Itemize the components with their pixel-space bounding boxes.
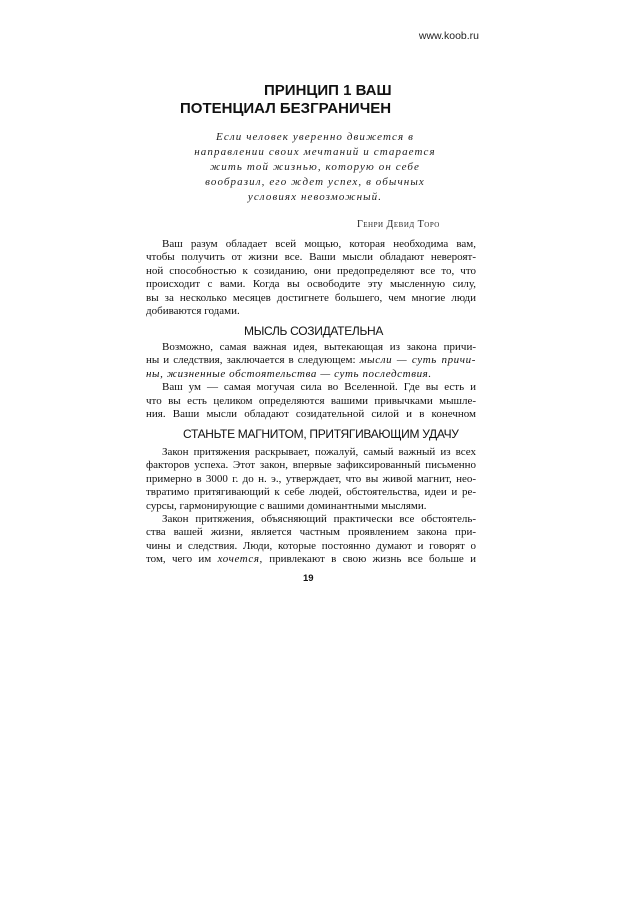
chapter-title-line-2: ПОТЕНЦИАЛ БЕЗГРАНИЧЕН (180, 100, 392, 117)
paragraph-line: твратимо притягивающий к себе людей, обстоятельства, идеи и ре- (146, 486, 476, 499)
paragraph-line: что вы есть целиком определяются вашими привычками мышле- (146, 394, 476, 407)
section-heading-text: СТАНЬТЕ МАГНИТОМ, ПРИТЯГИВАЮЩИМ УДАЧУ (183, 427, 459, 441)
epigraph-line: жить той жизнью, которую он себе (209, 161, 421, 173)
paragraph-line: Закон притяжения, объясняющий практически все обстоятель- (162, 513, 476, 526)
epigraph-line: Если человек уверенно движется в (216, 131, 414, 143)
epigraph-quote (170, 130, 460, 205)
paragraph-line: добиваются годами. (146, 305, 240, 318)
line-text: привлекают в свою жизнь все больше и (262, 553, 476, 566)
paragraph-line: чтобы получить от жизни все. Ваши мысли обладают невероят- (146, 251, 476, 264)
paragraph-line: происходит с вами. Когда вы освободите эту мысленную силу, (146, 278, 476, 291)
paragraph-line (146, 553, 476, 566)
paragraph-line: примерно в 3000 г. до н. э., утверждает, что вы живой магнит, нео- (146, 472, 476, 485)
epigraph-author: Генри Девид Торо (357, 219, 440, 230)
paragraph-line (146, 354, 476, 367)
epigraph-line: условиях невозможный. (247, 191, 383, 203)
paragraph-line: сурсы, гармонирующие с вашими доминантными мыслями. (146, 499, 427, 512)
paragraph-line: Ваш разум обладает всей мощью, которая необходима вам, (162, 238, 476, 250)
chapter-title-line-1: ПРИНЦИП 1 ВАШ (264, 82, 392, 99)
section-heading-text: МЫСЛЬ СОЗИДАТЕЛЬНА (244, 324, 384, 338)
line-text: том, чего им (146, 553, 218, 566)
paragraph-line: чины и следствия. Люди, которые постоянно думают и говорят о (146, 539, 476, 552)
intro-paragraph (146, 238, 476, 318)
italic-text: мысли — суть причи- (359, 354, 476, 367)
line-text: ны и следствия, заключается в следующем: (146, 354, 360, 367)
paragraph-line: Возможно, самая важная идея, вытекающая из закона причи- (162, 341, 476, 353)
epigraph-line: направлении своих мечтаний и старается (194, 146, 436, 158)
paragraph-line: ния. Ваши мысли обладают созидательной силой и в конечном (146, 408, 476, 421)
section1-body (146, 341, 476, 421)
page-number: 19 (303, 573, 314, 584)
italic-text: ны, жизненные обстоятельства — суть последствия. (146, 367, 432, 380)
epigraph-line: вообразил, его ждет успех, в обычных (205, 176, 425, 188)
paragraph-line: Закон притяжения раскрывает, пожалуй, самый важный из всех (162, 446, 476, 458)
italic-text: хочется, (217, 553, 263, 566)
site-url[interactable]: www.koob.ru (418, 30, 479, 42)
paragraph-line (146, 368, 476, 381)
section2-body (146, 446, 476, 567)
paragraph-line: ства вашей жизни, является частным проявлением закона при- (146, 526, 476, 539)
paragraph-line: ной способностью к созиданию, они предопределяют все то, что (146, 264, 476, 277)
paragraph-line: вы за несколько месяцев достигнете большего, чем многие люди (146, 291, 476, 304)
paragraph-line: Ваш ум — самая могучая сила во Вселенной. Где вы есть и (162, 381, 476, 394)
paragraph-line: факторов успеха. Этот закон, впервые зафиксированный письменно (146, 459, 476, 472)
